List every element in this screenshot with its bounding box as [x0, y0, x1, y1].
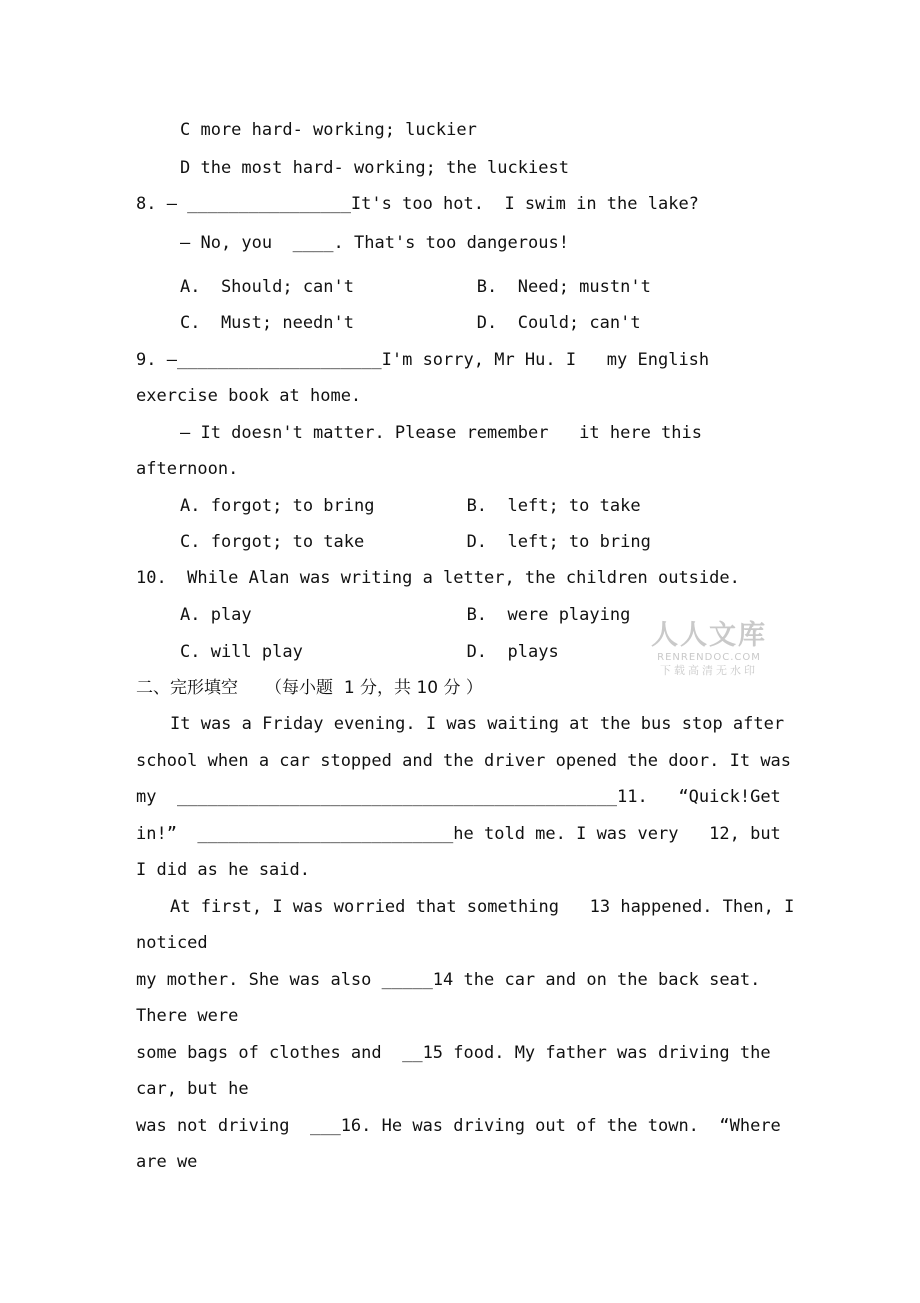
option-line: C more hard- working; luckier	[180, 120, 477, 140]
option-line: D the most hard- working; the luckiest	[180, 158, 569, 178]
passage-line: was not driving ___16. He was driving out of the town. “Where	[136, 1116, 781, 1136]
question-line: — No, you ____. That's too dangerous!	[180, 233, 569, 253]
passage-line: There were	[136, 1006, 239, 1026]
passage-line: I did as he said.	[136, 860, 310, 880]
question-9: 9. —____________________I'm sorry, Mr Hu. I my English	[136, 350, 710, 370]
question-line: exercise book at home.	[136, 386, 362, 406]
passage-line: It was a Friday evening. I was waiting at the bus stop after	[170, 714, 785, 734]
watermark-url: RENRENDOC.COM	[657, 652, 761, 663]
watermark-subtitle: 下载高清无水印	[660, 664, 758, 677]
passage-line: are we	[136, 1152, 198, 1172]
passage-line: noticed	[136, 933, 208, 953]
passage-line: school when a car stopped and the driver opened the door. It was	[136, 751, 792, 771]
option-line: C. forgot; to take D. left; to bring	[180, 532, 651, 552]
passage-line: in!” _________________________he told me. I was very 12, but	[136, 824, 781, 844]
question-line: — It doesn't matter. Please remember it here this	[180, 423, 702, 443]
watermark-title: 人人文库	[651, 620, 767, 651]
question-line: afternoon.	[136, 459, 239, 479]
option-line: A. Should; can't B. Need; mustn't	[180, 277, 651, 297]
option-line: A. play B. were playing	[180, 605, 631, 625]
passage-line: my ___________________________________________11. “Quick!Get	[136, 787, 781, 807]
passage-line: At first, I was worried that something 13 happened. Then, I	[170, 897, 795, 917]
question-8: 8. — ________________It's too hot. I swim in the lake?	[136, 194, 699, 214]
passage-line: car, but he	[136, 1079, 249, 1099]
passage-line: my mother. She was also _____14 the car and on the back seat.	[136, 970, 761, 990]
watermark	[646, 620, 772, 678]
passage-line: some bags of clothes and __15 food. My father was driving the	[136, 1043, 771, 1063]
option-line: C. will play D. plays	[180, 642, 559, 662]
option-line: C. Must; needn't D. Could; can't	[180, 313, 641, 333]
section-heading: 二、完形填空 （每小题 1 分，共 10 分 ）	[136, 678, 483, 698]
question-10: 10. While Alan was writing a letter, the children outside.	[136, 568, 740, 588]
option-line: A. forgot; to bring B. left; to take	[180, 496, 641, 516]
